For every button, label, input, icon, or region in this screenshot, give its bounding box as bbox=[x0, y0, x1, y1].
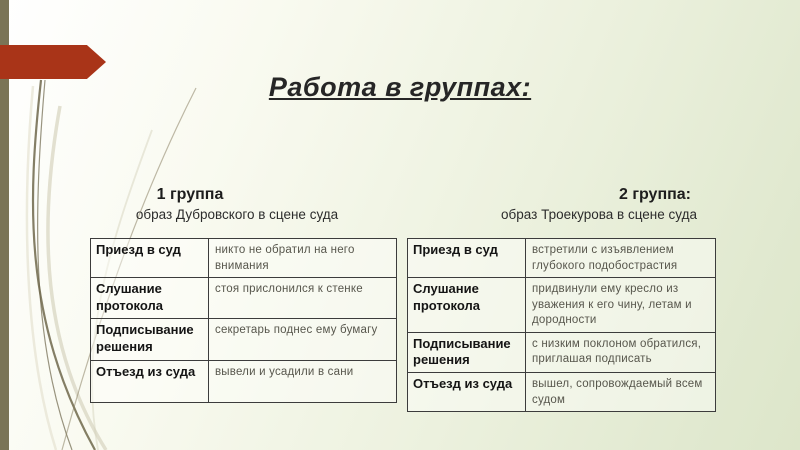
stage-label-cell: Отъезд из суда bbox=[408, 373, 526, 412]
table-row bbox=[91, 319, 397, 361]
observation-cell: придвинули ему кресло из уважения к его чину, летам и дородности bbox=[526, 278, 716, 333]
stage-label-cell: Подписывание решения bbox=[408, 332, 526, 373]
group-1-subheading: образ Дубровского в сцене суда bbox=[135, 207, 339, 222]
table-row bbox=[91, 278, 397, 319]
group-1-table bbox=[90, 238, 397, 403]
table-row bbox=[408, 373, 716, 412]
observation-cell: секретарь поднес ему бумагу bbox=[209, 319, 397, 361]
stage-label-cell: Отъезд из суда bbox=[91, 361, 209, 403]
group-1-heading: 1 группа bbox=[156, 186, 224, 203]
stage-label-cell: Слушание протокола bbox=[91, 278, 209, 319]
observation-cell: встретили с изъявлением глубокого подобострастия bbox=[526, 239, 716, 278]
group-2-heading: 2 группа: bbox=[618, 186, 692, 203]
group-2-table bbox=[407, 238, 716, 412]
table-row bbox=[408, 278, 716, 333]
table-row bbox=[408, 332, 716, 373]
table-row bbox=[408, 239, 716, 278]
observation-cell: вывели и усадили в сани bbox=[209, 361, 397, 403]
stage-label-cell: Приезд в суд bbox=[91, 239, 209, 278]
slide-title: Работа в группах: bbox=[268, 72, 532, 102]
stage-label-cell: Подписывание решения bbox=[91, 319, 209, 361]
observation-cell: вышел, сопровождаемый всем судом bbox=[526, 373, 716, 412]
table-row bbox=[91, 361, 397, 403]
table-row bbox=[91, 239, 397, 278]
observation-cell: никто не обратил на него внимания bbox=[209, 239, 397, 278]
observation-cell: стоя прислонился к стенке bbox=[209, 278, 397, 319]
observation-cell: с низким поклоном обратился, приглашая подписать bbox=[526, 332, 716, 373]
stage-label-cell: Приезд в суд bbox=[408, 239, 526, 278]
stage-label-cell: Слушание протокола bbox=[408, 278, 526, 333]
group-2-subheading: образ Троекурова в сцене суда bbox=[501, 207, 697, 222]
